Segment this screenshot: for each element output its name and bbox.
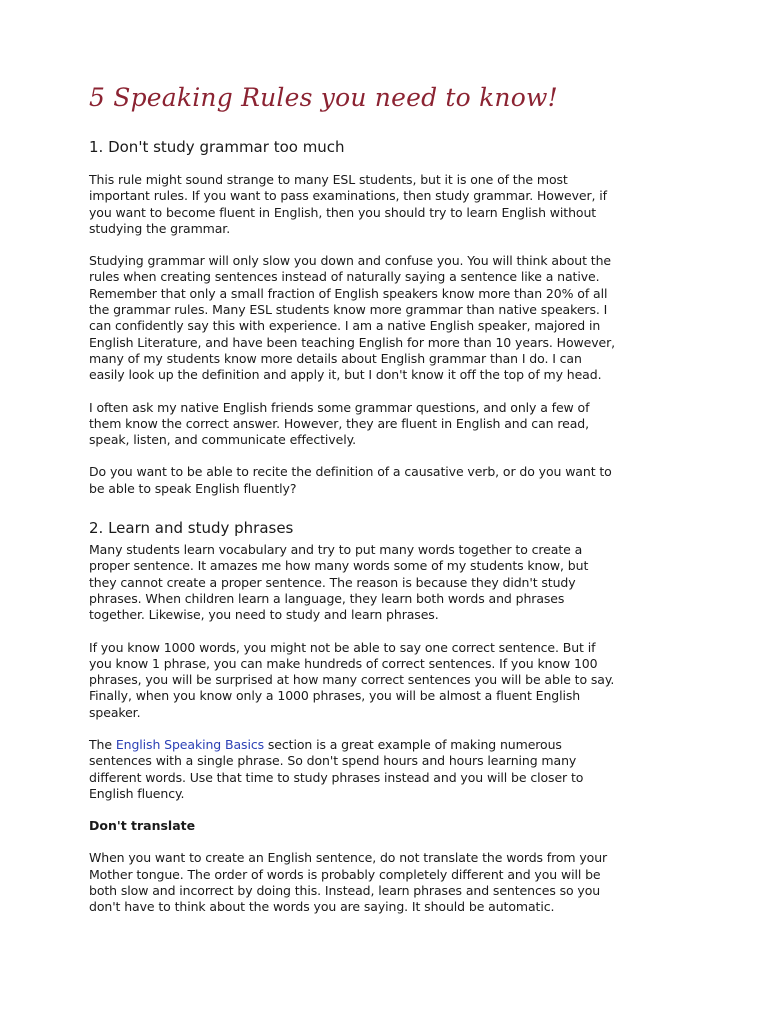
document-page xyxy=(89,78,669,915)
subheading-dont-translate: Don't translate xyxy=(89,818,196,834)
paragraph: If you know 1000 words, you might not be able to say one correct sentence. But if you know 1 phrase, you can make hundreds of correct sentences. If you know 100 phrases, you will be surprised at how many correct sentences you will be able to say. Finally, when you know only a 1000 phrases, you will be almost a fluent English speaker. xyxy=(89,639,615,720)
paragraph: Studying grammar will only slow you down and confuse you. You will think about the rules when creating sentences instead of naturally saying a sentence like a native. Remember that only a small fraction of English speakers know more than 20% of all the grammar rules. Many ESL students know more grammar than native speakers. I can confidently say this with experience. I am a native English speaker, majored in English Literature, and have been teaching English for more than 10 years. However, many of my students know more details about English grammar than I do. I can easily look up the definition and apply it, but I don't know it off the top of my head. xyxy=(89,253,616,383)
paragraph: When you want to create an English sentence, do not translate the words from your Mother tongue. The order of words is probably completely different and you will be both slow and incorrect by doing this. Instead, learn phrases and sentences so you don't have to think about the words you are saying. It should be automatic. xyxy=(89,850,608,915)
paragraph: Many students learn vocabulary and try to put many words together to create a proper sentence. It amazes me how many words some of my students know, but they cannot create a proper sentence. The reason is because they didn't study phrases. When children learn a language, they learn both words and phrases together. Likewise, you need to study and learn phrases. xyxy=(89,542,589,623)
section-heading-grammar: 1. Don't study grammar too much xyxy=(89,138,345,156)
english-speaking-basics-link[interactable]: English Speaking Basics xyxy=(115,737,265,753)
page-title: 5 Speaking Rules you need to know! xyxy=(89,83,558,112)
section-heading-phrases: 2. Learn and study phrases xyxy=(89,519,294,538)
paragraph-with-link xyxy=(89,737,669,802)
paragraph: I often ask my native English friends some grammar questions, and only a few of them know the correct answer. However, they are fluent in English and can read, speak, listen, and communicate effectively. xyxy=(89,399,590,448)
paragraph: This rule might sound strange to many ESL students, but it is one of the most important rules. If you want to pass examinations, then study grammar. However, if you want to become fluent in English, then you should try to learn English without studying the grammar. xyxy=(89,172,607,236)
paragraph: Do you want to be able to recite the definition of a causative verb, or do you want to be able to speak English fluently? xyxy=(89,464,612,496)
paragraph-text: The xyxy=(89,737,116,753)
paragraph-text: section is a great example of making numerous sentences with a single phrase. So don't spend hours and hours learning many different words. Use that time to study phrases instead and you will be closer to English fluency. xyxy=(89,737,584,801)
